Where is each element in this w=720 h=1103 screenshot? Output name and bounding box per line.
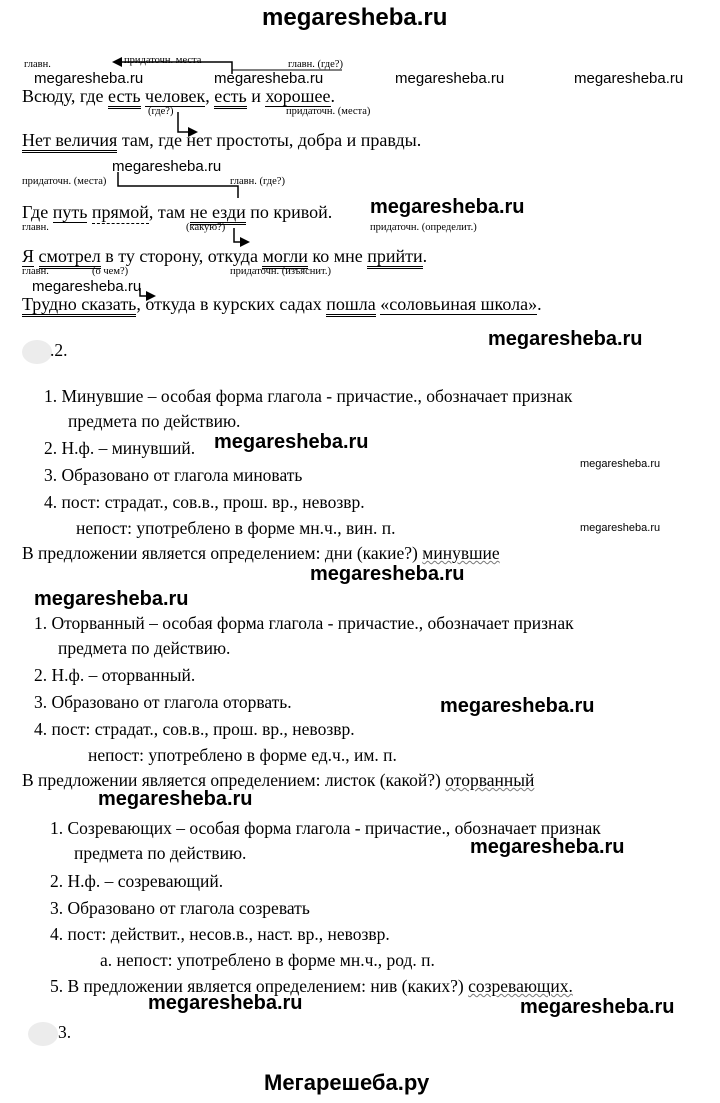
- label-question: (о чем?): [92, 266, 129, 277]
- watermark[interactable]: megaresheba.ru: [112, 158, 222, 175]
- list-item: 1. Минувшие – особая форма глагола - причастие., обозначает признак: [44, 386, 573, 406]
- sentence-2: Нет величия там, где нет простоты, добра и правды.: [22, 130, 421, 151]
- label-subordinate: придаточн. (изъяснит.): [230, 266, 331, 277]
- list-item: непост: употреблено в форме ед.ч., им. п.: [88, 745, 397, 765]
- watermark[interactable]: megaresheba.ru: [98, 788, 253, 810]
- list-item: 1. Созревающих – особая форма глагола - причастие., обозначает признак: [50, 818, 601, 838]
- label-question: (какую?): [186, 222, 226, 233]
- list-item: 3. Образовано от глагола созревать: [50, 898, 310, 918]
- task-number: .2.: [50, 340, 68, 360]
- watermark[interactable]: megaresheba.ru: [32, 278, 142, 295]
- watermark[interactable]: megaresheba.ru: [310, 563, 465, 585]
- list-item: 4. пост: страдат., сов.в., прош. вр., невозвр.: [34, 719, 355, 739]
- watermark[interactable]: megaresheba.ru: [214, 431, 369, 453]
- site-footer[interactable]: Мегарешеба.ру: [264, 1070, 430, 1095]
- sentence-1: Всюду, где есть человек, есть и хорошее.: [22, 86, 335, 107]
- label-subordinate: придаточн. (места): [286, 106, 371, 117]
- label-main-question: главн. (где?): [288, 59, 343, 70]
- sentence-5: Трудно сказать, откуда в курских садах пошла «соловьиная школа».: [22, 294, 542, 315]
- watermark[interactable]: megaresheba.ru: [470, 836, 625, 858]
- task-number-badge: [28, 1022, 58, 1046]
- watermark[interactable]: megaresheba.ru: [148, 992, 303, 1014]
- list-item: предмета по действию.: [68, 411, 241, 431]
- label-main: главн.: [22, 222, 49, 233]
- list-item: 2. Н.ф. – минувший.: [44, 438, 196, 458]
- label-question: (где?): [148, 106, 174, 117]
- watermark[interactable]: megaresheba.ru: [395, 70, 505, 87]
- watermark[interactable]: megaresheba.ru: [34, 588, 189, 610]
- list-item: 3. Образовано от глагола миновать: [44, 465, 303, 485]
- list-item: предмета по действию.: [58, 638, 231, 658]
- list-item: a. непост: употреблено в форме мн.ч., род. п.: [100, 950, 435, 970]
- list-item: 1. Оторванный – особая форма глагола - причастие., обозначает признак: [34, 613, 574, 633]
- label-subordinate: придаточн. (определит.): [370, 222, 477, 233]
- list-item: 4. пост: действит., несов.в., наст. вр., невозвр.: [50, 924, 390, 944]
- label-subordinate: придаточн. (места): [22, 176, 107, 187]
- sentence-4: Я смотрел в ту сторону, откуда могли ко мне прийти.: [22, 246, 427, 267]
- watermark[interactable]: megaresheba.ru: [488, 328, 643, 350]
- conclusion: В предложении является определением: дни (какие?) минувшие: [22, 543, 500, 563]
- conclusion: В предложении является определением: листок (какой?) оторванный: [22, 770, 535, 790]
- list-item: предмета по действию.: [74, 843, 247, 863]
- watermark[interactable]: megaresheba.ru: [580, 522, 661, 534]
- watermark[interactable]: megaresheba.ru: [520, 996, 675, 1018]
- label-main-question: главн. (где?): [230, 176, 285, 187]
- sentence-3: Где путь прямой, там не езди по кривой.: [22, 202, 332, 223]
- watermark[interactable]: megaresheba.ru: [440, 695, 595, 717]
- list-item: непост: употреблено в форме мн.ч., вин. п.: [76, 518, 396, 538]
- label-main: главн.: [24, 59, 51, 70]
- list-item: 2. Н.ф. – созревающий.: [50, 871, 224, 891]
- task-number-badge: [22, 340, 52, 364]
- watermark[interactable]: megaresheba.ru: [370, 196, 525, 218]
- label-subordinate: придаточн. места: [124, 55, 202, 66]
- watermark[interactable]: megaresheba.ru: [580, 458, 661, 470]
- label-main: главн.: [22, 266, 49, 277]
- conclusion: 5. В предложении является определением: нив (каких?) созревающих.: [50, 976, 573, 996]
- watermark[interactable]: megaresheba.ru: [574, 70, 684, 87]
- task-number: 3.: [58, 1022, 72, 1042]
- site-header[interactable]: megaresheba.ru: [262, 4, 448, 31]
- list-item: 3. Образовано от глагола оторвать.: [34, 692, 292, 712]
- list-item: 4. пост: страдат., сов.в., прош. вр., невозвр.: [44, 492, 365, 512]
- list-item: 2. Н.ф. – оторванный.: [34, 665, 196, 685]
- watermark[interactable]: megaresheba.ru: [34, 70, 144, 87]
- watermark[interactable]: megaresheba.ru: [214, 70, 324, 87]
